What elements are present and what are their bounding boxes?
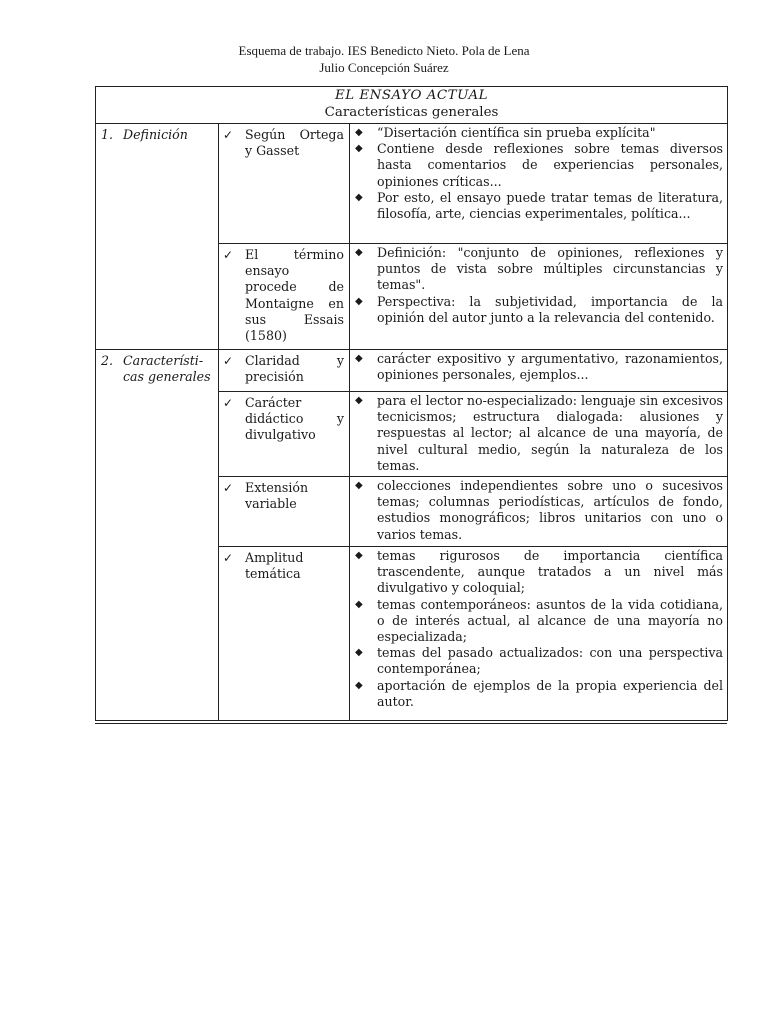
table-bottom-rule: [95, 723, 727, 724]
section-label: Característi-cas generales: [123, 353, 211, 385]
aspect-label: Claridad y precisión: [245, 353, 344, 385]
section-definicion: [96, 124, 219, 350]
aspect-label: Carácter didáctico y divulgativo: [245, 395, 344, 443]
header-school-line: Esquema de trabajo. IES Benedicto Nieto. Pola de Lena: [238, 43, 530, 58]
checkmark-icon: ✓: [223, 396, 234, 410]
table-subtitle: Características generales: [324, 105, 499, 120]
table-title-row: [96, 87, 728, 124]
checkmark-icon: ✓: [223, 551, 234, 566]
section-label: Definición: [123, 127, 188, 142]
point-text: temas rigurosos de importancia científica trascendente, aunque tratados a un nivel más divulgativo y coloquial;: [377, 548, 724, 596]
section-number: 1.: [101, 127, 114, 142]
points-cell: [350, 244, 728, 350]
points-list: [355, 125, 723, 222]
point-text: carácter expositivo y argumentativo, razonamientos, opiniones personales, ejemplos...: [377, 351, 724, 383]
essay-outline-table: [95, 86, 728, 721]
diamond-bullet-icon: ◆: [355, 143, 363, 155]
checkmark-icon: ✓: [223, 248, 234, 262]
aspect-cell: [219, 392, 350, 477]
point-text: “Disertación científica sin prueba explícita": [377, 125, 656, 140]
aspect-label: Extensión variable: [245, 480, 309, 512]
list-item: [355, 294, 723, 326]
points-list: [355, 393, 723, 474]
aspect-label: El término ensayo procede de Montaigne en sus Essais (1580): [245, 247, 344, 344]
diamond-bullet-icon: ◆: [355, 598, 363, 610]
list-item: [355, 393, 723, 474]
aspect-text: Según Ortega y Gasset: [245, 127, 344, 159]
diamond-bullet-icon: ◆: [355, 550, 363, 562]
points-cell: [350, 477, 728, 547]
list-item: [355, 645, 723, 677]
aspect-cell: [219, 244, 350, 350]
table-title: EL ENSAYO ACTUAL: [334, 88, 489, 103]
list-item: [355, 351, 723, 383]
header-author-line: Julio Concepción Suárez: [319, 60, 449, 75]
page-header: [0, 42, 768, 76]
point-text: Contiene desde reflexiones sobre temas diversos hasta comentarios de experiencias personales, opiniones críticas...: [377, 141, 724, 189]
diamond-bullet-icon: ◆: [355, 395, 363, 406]
point-text: Perspectiva: la subjetividad, importancia de la opinión del autor junto a la relevancia del contenido.: [377, 293, 724, 325]
checkmark-icon: ✓: [223, 481, 234, 496]
point-text: aportación de ejemplos de la propia experiencia del autor.: [377, 677, 724, 709]
points-list: [355, 548, 723, 710]
aspect-cell: [219, 124, 350, 244]
points-list: [355, 245, 723, 326]
diamond-bullet-icon: ◆: [355, 480, 363, 492]
points-cell: [350, 350, 728, 392]
diamond-bullet-icon: ◆: [355, 247, 363, 258]
list-item: [355, 678, 723, 710]
section-number: 2.: [101, 353, 114, 368]
list-item: [355, 141, 723, 190]
list-item: [355, 597, 723, 646]
diamond-bullet-icon: ◆: [355, 679, 363, 691]
points-cell: [350, 392, 728, 477]
aspect-cell: [219, 547, 350, 721]
point-text: temas contemporáneos: asuntos de la vida cotidiana, o de interés actual, al alcance de una mayoría no especializada;: [377, 596, 724, 645]
points-cell: [350, 124, 728, 244]
diamond-bullet-icon: ◆: [355, 353, 363, 364]
aspect-cell: [219, 477, 350, 547]
list-item: [355, 548, 723, 597]
list-item: [355, 245, 723, 294]
point-text: Definición: "conjunto de opiniones, reflexiones y puntos de vista sobre múltiples circunstancias y temas".: [377, 245, 724, 293]
aspect-label: Amplitud temática: [245, 550, 304, 582]
point-text: colecciones independientes sobre uno o sucesivos temas; columnas periodísticas, artículos de fondo, estudios monográficos; libros unitarios con uno o varios temas.: [377, 478, 724, 542]
points-list: [355, 351, 723, 383]
points-cell: [350, 547, 728, 721]
diamond-bullet-icon: ◆: [355, 295, 363, 307]
aspect-label: [245, 127, 344, 159]
points-list: [355, 478, 723, 543]
table-row: [96, 124, 728, 244]
list-item: [355, 125, 723, 141]
section-caracteristicas: [96, 350, 219, 721]
diamond-bullet-icon: ◆: [355, 127, 363, 138]
diamond-bullet-icon: ◆: [355, 191, 363, 203]
point-text: Por esto, el ensayo puede tratar temas de literatura, filosofía, arte, ciencias experimentales, política...: [377, 189, 724, 222]
list-item: [355, 190, 723, 222]
checkmark-icon: ✓: [223, 128, 234, 142]
diamond-bullet-icon: ◆: [355, 647, 363, 659]
aspect-cell: [219, 350, 350, 392]
list-item: [355, 478, 723, 543]
table-title-cell: [96, 87, 728, 124]
table-row: [96, 350, 728, 392]
point-text: temas del pasado actualizados: con una perspectiva contemporánea;: [377, 645, 724, 677]
checkmark-icon: ✓: [223, 354, 234, 368]
point-text: para el lector no-especializado: lenguaje sin excesivos tecnicismos; estructura dialogada: alusiones y respuestas al lector; al alcance de una mayoría, de nivel cultural medio, según la naturaleza de los temas.: [377, 393, 724, 473]
